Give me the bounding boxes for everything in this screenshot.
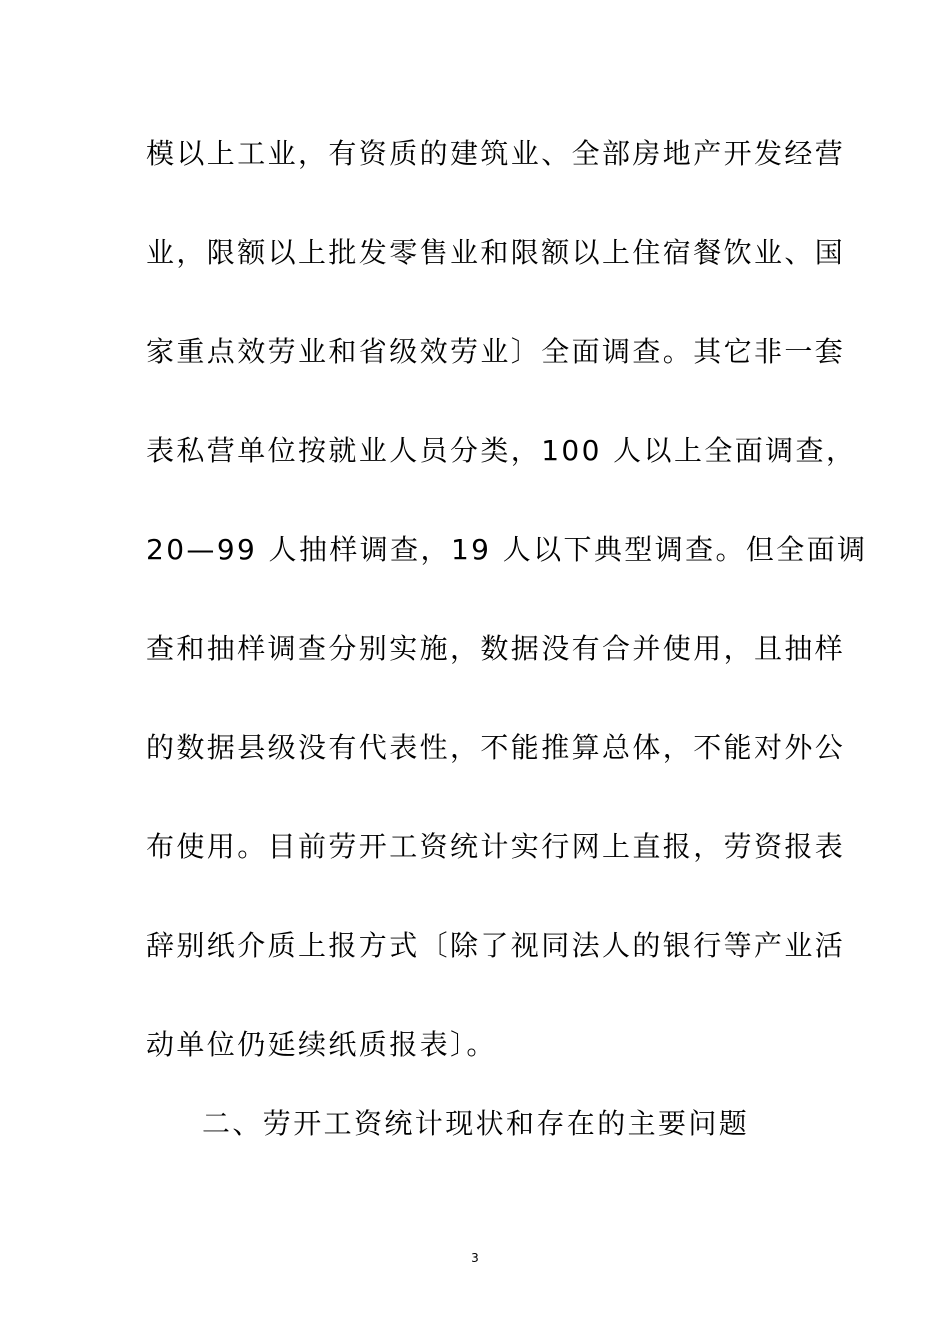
body-text-line-5: 20—99 人抽样调查，19 人以下典型调查。但全面调 — [146, 533, 868, 566]
body-text-line-2: 业，限额以上批发零售业和限额以上住宿餐饮业、国 — [146, 236, 846, 269]
page-number: 3 — [471, 1251, 479, 1265]
body-text-line-1: 模以上工业，有资质的建筑业、全部房地产开发经营 — [146, 137, 846, 170]
body-text-line-9: 辞别纸介质上报方式〔除了视同法人的银行等产业活 — [146, 929, 846, 962]
body-text-line-6: 查和抽样调查分别实施，数据没有合并使用，且抽样 — [146, 632, 846, 665]
body-text-line-4: 表私营单位按就业人员分类，100 人以上全面调查， — [146, 434, 857, 467]
body-text-line-8: 布使用。目前劳开工资统计实行网上直报，劳资报表 — [146, 830, 846, 863]
section-heading: 二、劳开工资统计现状和存在的主要问题 — [202, 1107, 750, 1140]
body-text-line-7: 的数据县级没有代表性，不能推算总体，不能对外公 — [146, 731, 846, 764]
body-text-line-3: 家重点效劳业和省级效劳业〕全面调查。其它非一套 — [146, 335, 846, 368]
body-text-line-10: 动单位仍延续纸质报表〕。 — [146, 1028, 497, 1061]
